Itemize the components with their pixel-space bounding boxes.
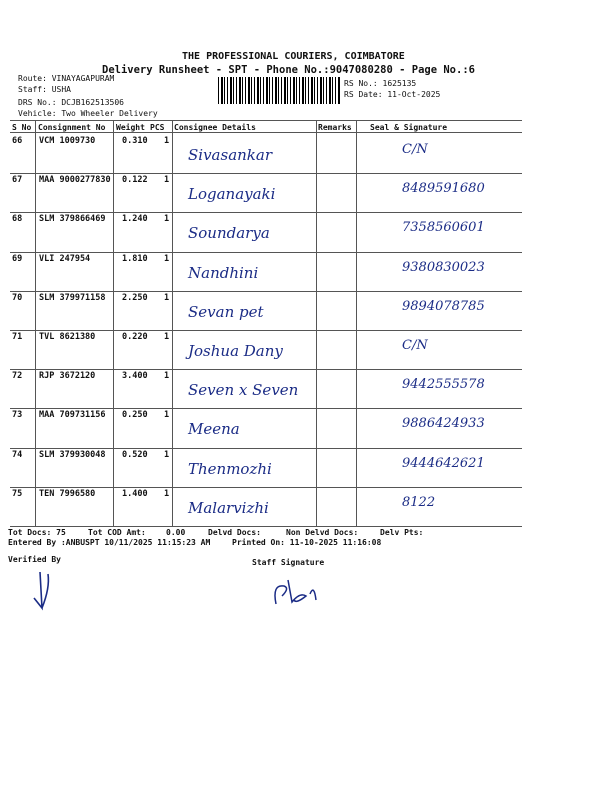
col-sno: S No — [12, 123, 32, 132]
row-seal-handwritten: 9886424933 — [402, 416, 485, 432]
table-top-rule — [10, 120, 522, 121]
row-sno: 68 — [12, 214, 23, 225]
row-pcs: 1 — [164, 214, 170, 225]
row-weight: 0.520 — [122, 449, 148, 460]
col-seal: Seal & Signature — [370, 123, 448, 132]
row-weight: 0.220 — [122, 332, 148, 342]
col-remarks: Remarks — [318, 123, 352, 132]
barcode — [218, 77, 340, 104]
row-sno: 74 — [12, 449, 23, 460]
printed-on: Printed On: 11-10-2025 11:16:08 — [232, 538, 382, 547]
row-consignment: RJP 3672120 — [39, 371, 96, 382]
row-consignment: TVL 8621380 — [39, 332, 96, 342]
col-consignment: Consignment No — [38, 123, 106, 132]
row-sno: 72 — [12, 371, 23, 382]
staff-label: Staff: USHA — [18, 85, 71, 94]
row-seal-handwritten: 9444642621 — [402, 455, 485, 471]
row-seal-handwritten: C/N — [402, 338, 428, 353]
row-rule — [10, 173, 522, 174]
rs-date: RS Date: 11-Oct-2025 — [344, 90, 441, 99]
row-sno: 67 — [12, 175, 23, 186]
table-bottom-rule — [10, 526, 522, 527]
row-rule — [10, 291, 522, 292]
row-pcs: 1 — [164, 449, 170, 460]
route-label: Route: VINAYAGAPURAM — [18, 74, 115, 83]
col-weight: Weight — [116, 123, 145, 132]
row-weight: 2.250 — [122, 292, 148, 303]
row-consignee-handwritten: Thenmozhi — [188, 459, 272, 478]
entered-by: Entered By :ANBUSPT 10/11/2025 11:15:23 AM — [8, 538, 211, 547]
row-rule — [10, 212, 522, 213]
row-consignment: VLI 247954 — [39, 253, 91, 264]
row-consignment: VCM 1009730 — [39, 136, 96, 146]
row-seal-handwritten: 8122 — [402, 494, 436, 510]
table-header-rule — [10, 132, 522, 133]
vehicle-label: Vehicle: Two Wheeler Delivery — [18, 109, 158, 118]
row-weight: 1.400 — [122, 488, 148, 499]
row-consignee-handwritten: Joshua Dany — [188, 342, 283, 360]
row-consignment: MAA 709731156 — [39, 410, 106, 421]
row-rule — [10, 330, 522, 331]
row-weight: 1.240 — [122, 214, 148, 225]
row-consignee-handwritten: Meena — [188, 420, 240, 439]
col-consignee: Consignee Details — [174, 123, 256, 132]
row-sno: 70 — [12, 292, 23, 303]
row-sno: 69 — [12, 253, 23, 264]
verified-by: Verified By — [8, 555, 61, 564]
tot-cod-label: Tot COD Amt: — [88, 528, 146, 537]
row-consignee-handwritten: Seven x Seven — [188, 381, 299, 400]
row-seal-handwritten: 9442555578 — [402, 377, 485, 393]
row-consignment: SLM 379971158 — [39, 292, 106, 303]
row-pcs: 1 — [164, 332, 170, 342]
row-seal-handwritten: C/N — [402, 142, 428, 157]
staff-signature — [266, 574, 326, 610]
row-consignee-handwritten: Nandhini — [188, 263, 259, 282]
row-rule — [10, 448, 522, 449]
tot-docs: Tot Docs: 75 — [8, 528, 66, 537]
staff-signature-label: Staff Signature — [252, 558, 325, 567]
row-pcs: 1 — [164, 371, 170, 382]
row-rule — [10, 369, 522, 370]
row-consignee-handwritten: Soundarya — [188, 224, 270, 243]
row-pcs: 1 — [164, 175, 170, 186]
drs-label: DRS No.: DCJB162513506 — [18, 98, 124, 107]
row-weight: 3.400 — [122, 371, 148, 382]
row-pcs: 1 — [164, 292, 170, 303]
tot-cod-value: 0.00 — [166, 528, 186, 537]
row-consignment: SLM 379930048 — [39, 449, 106, 460]
row-pcs: 1 — [164, 488, 170, 499]
company-title: THE PROFESSIONAL COURIERS, COIMBATORE — [182, 51, 405, 62]
row-pcs: 1 — [164, 253, 170, 264]
non-delvd-docs: Non Delvd Docs: — [286, 528, 359, 537]
row-consignee-handwritten: Loganayaki — [188, 185, 276, 204]
row-seal-handwritten: 9380830023 — [402, 259, 485, 275]
row-consignee-handwritten: Sivasankar — [188, 146, 272, 164]
row-weight: 1.810 — [122, 253, 148, 264]
row-rule — [10, 408, 522, 409]
runsheet-subtitle: Delivery Runsheet - SPT - Phone No.:9047080280 - Page No.:6 — [102, 64, 475, 76]
row-rule — [10, 252, 522, 253]
row-seal-handwritten: 9894078785 — [402, 298, 485, 314]
row-sno: 66 — [12, 136, 23, 146]
row-weight: 0.310 — [122, 136, 148, 146]
row-consignment: TEN 7996580 — [39, 488, 96, 499]
table-row — [10, 487, 522, 535]
row-seal-handwritten: 8489591680 — [402, 181, 485, 197]
row-pcs: 1 — [164, 410, 170, 421]
row-rule — [10, 487, 522, 488]
row-weight: 0.122 — [122, 175, 148, 186]
col-pcs: PCS — [150, 123, 165, 132]
row-pcs: 1 — [164, 136, 170, 146]
row-weight: 0.250 — [122, 410, 148, 421]
row-sno: 75 — [12, 488, 23, 499]
delvd-docs: Delvd Docs: — [208, 528, 261, 537]
row-seal-handwritten: 7358560601 — [402, 220, 485, 236]
row-consignment: SLM 379866469 — [39, 214, 106, 225]
row-sno: 73 — [12, 410, 23, 421]
rs-no: RS No.: 1625135 — [344, 79, 417, 88]
verified-signature — [20, 568, 60, 618]
row-consignee-handwritten: Malarvizhi — [188, 498, 269, 517]
delv-pts: Delv Pts: — [380, 528, 424, 537]
row-consignment: MAA 9000277830 — [39, 175, 111, 186]
row-consignee-handwritten: Sevan pet — [188, 302, 264, 321]
row-sno: 71 — [12, 332, 23, 342]
